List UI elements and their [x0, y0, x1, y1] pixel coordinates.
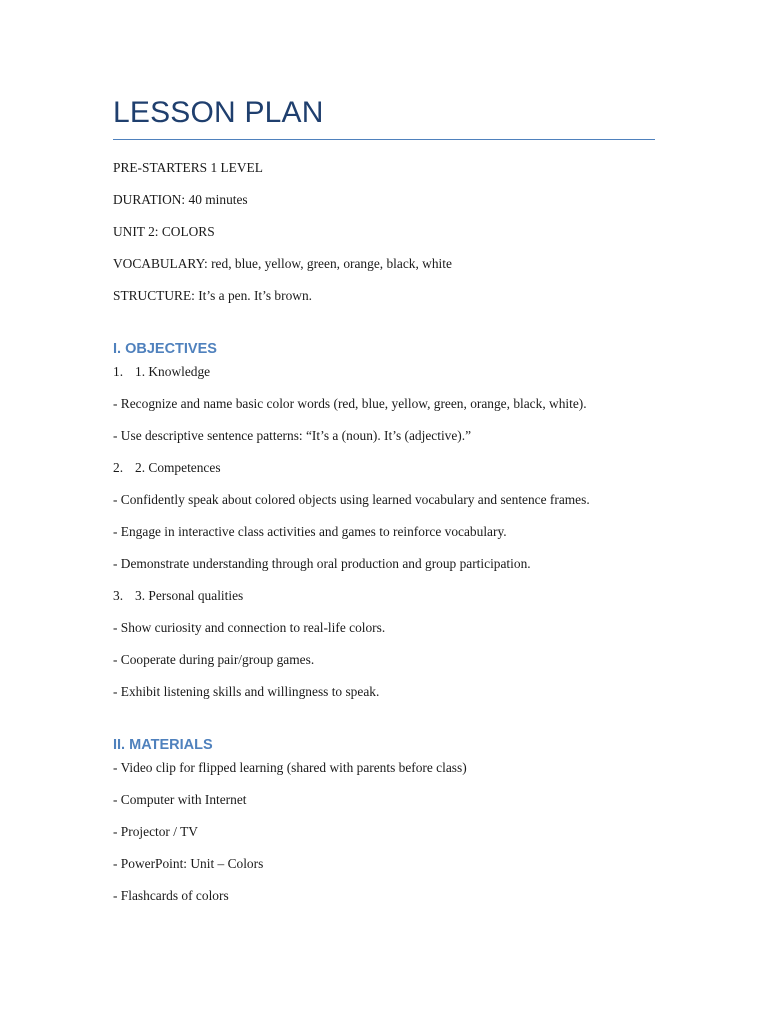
list-item: - Computer with Internet [113, 792, 247, 807]
duration-line: DURATION: 40 minutes [113, 192, 248, 207]
list-item: - Confidently speak about colored objects using learned vocabulary and sentence frames. [113, 492, 590, 507]
knowledge-subheading [113, 364, 210, 380]
list-item: - PowerPoint: Unit – Colors [113, 856, 264, 871]
vocabulary-line: VOCABULARY: red, blue, yellow, green, orange, black, white [113, 256, 452, 271]
subheading-label: 3. Personal qualities [135, 588, 244, 603]
list-item: - Use descriptive sentence patterns: “It’s a (noun). It’s (adjective).” [113, 428, 472, 443]
qualities-subheading [113, 588, 243, 604]
objectives-heading: I. OBJECTIVES [113, 341, 217, 357]
list-item: - Exhibit listening skills and willingness to speak. [113, 684, 380, 699]
competences-subheading [113, 460, 221, 476]
level-line: PRE-STARTERS 1 LEVEL [113, 160, 263, 175]
subheading-label: 2. Competences [135, 460, 221, 475]
list-item: - Cooperate during pair/group games. [113, 652, 315, 667]
list-item: - Video clip for flipped learning (shared with parents before class) [113, 760, 467, 775]
list-item: - Recognize and name basic color words (red, blue, yellow, green, orange, black, white). [113, 396, 587, 411]
list-item: - Show curiosity and connection to real-life colors. [113, 620, 386, 635]
subheading-label: 1. Knowledge [135, 364, 211, 379]
structure-line: STRUCTURE: It’s a pen. It’s brown. [113, 288, 312, 303]
list-item: - Demonstrate understanding through oral production and group participation. [113, 556, 531, 571]
page-title: LESSON PLAN [113, 96, 324, 129]
list-item: - Flashcards of colors [113, 888, 229, 903]
title-divider [113, 139, 655, 140]
list-item: - Projector / TV [113, 824, 198, 839]
list-number: 2. [113, 460, 124, 475]
list-item: - Engage in interactive class activities and games to reinforce vocabulary. [113, 524, 507, 539]
materials-heading: II. MATERIALS [113, 737, 213, 753]
list-number: 1. [113, 364, 124, 379]
unit-line: UNIT 2: COLORS [113, 224, 215, 239]
list-number: 3. [113, 588, 124, 603]
